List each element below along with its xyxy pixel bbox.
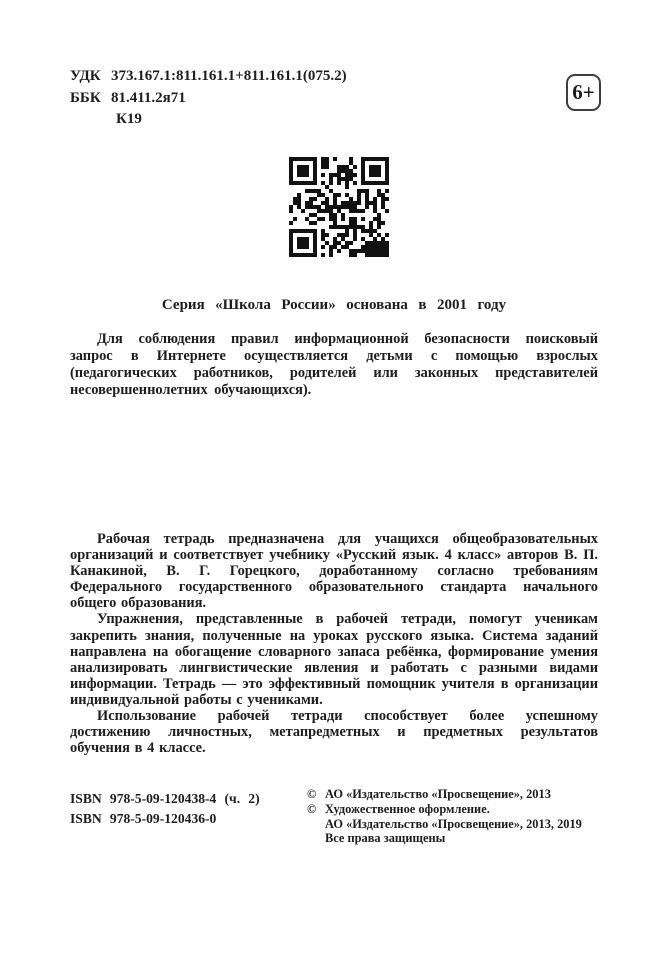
bbk-label: ББК [70, 89, 101, 106]
bibliographic-codes [70, 66, 347, 131]
copyright-row [307, 831, 582, 846]
copyright-row [307, 817, 582, 832]
copyright-text: АО «Издательство «Просвещение», 2013 [325, 787, 551, 801]
catalog-code: К19 [116, 111, 142, 127]
copyright-text: Все права защищены [325, 831, 446, 846]
copyright-symbol: © [307, 787, 317, 801]
isbn-line: ISBN 978-5-09-120438-4 (ч. 2) [70, 791, 260, 806]
copyright-symbol [307, 817, 325, 832]
copyright-list [307, 787, 582, 846]
qr-code [289, 157, 389, 257]
annotation-paragraph: Рабочая тетрадь предназначена для учащихся общеобразовательных организаций и соответствует учебнику «Русский язык. 4 класс» авторов В. П. Канакиной, В. Г. Горецкого, доработанному согласно требованиям Федерального государственного образовательного стандарта начального общего образования. [70, 531, 598, 612]
copyright-symbol [307, 831, 325, 846]
copyright-symbol: © [307, 801, 317, 816]
copyright-row [307, 802, 582, 817]
copyright-text: АО «Издательство «Просвещение», 2013, 2019 [325, 816, 582, 831]
annotation-paragraph: Использование рабочей тетради способствует более успешному достижению личностных, метапредметных и предметных результатов обучения в 4 классе. [70, 708, 598, 757]
isbn-line: ISBN 978-5-09-120436-0 [70, 810, 217, 826]
safety-notice-paragraph: Для соблюдения правил информационной безопасности поисковый запрос в Интернете осуществляется детьми с помощью взрослых (педагогических работников, родителей или законных представителей несовершеннолетних обучающихся). [70, 331, 598, 398]
udk-label: УДК [70, 68, 101, 84]
udk-value: 373.167.1:811.161.1+811.161.1(075.2) [111, 68, 347, 84]
copyright-row [307, 787, 582, 802]
annotation-paragraph: Упражнения, представленные в рабочей тетради, помогут ученикам закрепить знания, полученные на уроках русского языка. Система заданий направлена на обогащение словарного запаса ребёнка, формирование умения анализировать лингвистические явления и работать с разными видами информации. Тетрадь — это эффективный помощник учителя в организации индивидуальной работы с учениками. [70, 611, 598, 708]
udk-line [70, 66, 347, 88]
copyright-text: Художественное оформление. [325, 801, 490, 816]
age-rating-badge: 6+ [566, 74, 601, 111]
annotation-block [70, 531, 598, 756]
isbn-list [70, 789, 260, 828]
bbk-value: 81.411.2я71 [111, 89, 186, 106]
bbk-line [70, 88, 347, 110]
series-note: Серия «Школа России» основана в 2001 году [161, 297, 507, 313]
